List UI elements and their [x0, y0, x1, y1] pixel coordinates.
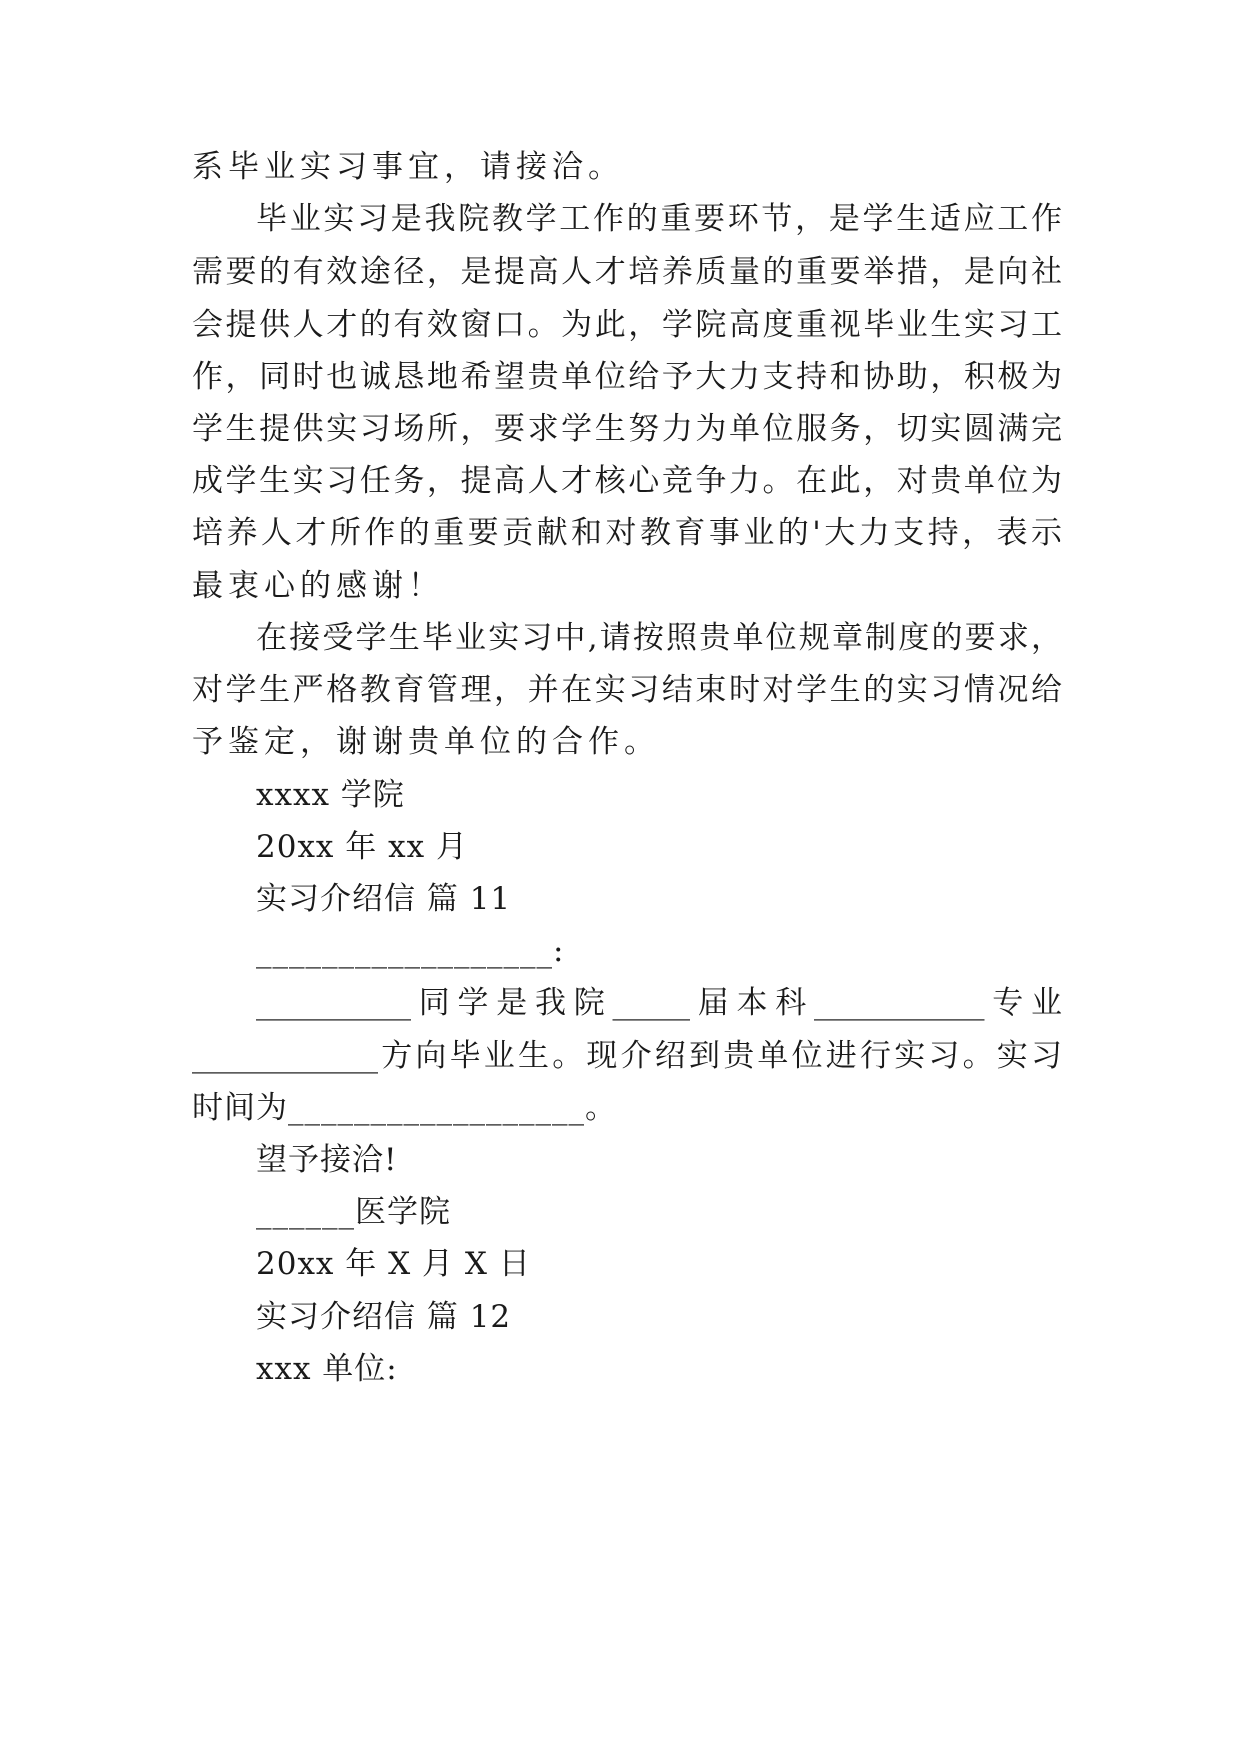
signature-college: ______医学院: [256, 1194, 451, 1230]
addressee-blank: __________________:: [256, 933, 565, 969]
body-text-line: 最衷心的感谢！: [192, 568, 444, 604]
body-text-line: ____________方向毕业生。现介绍到贵单位进行实习。实习: [192, 1038, 1062, 1074]
signature-date: 20xx 年 xx 月: [256, 829, 468, 865]
section-heading: 实习介绍信 篇 11: [256, 881, 512, 917]
signature-date: 20xx 年 X 月 X 日: [256, 1246, 531, 1282]
section-heading: 实习介绍信 篇 12: [256, 1299, 512, 1335]
body-text-line: 会提供人才的有效窗口。为此，学院高度重视毕业生实习工: [192, 307, 1062, 343]
signature-college: xxxx 学院: [256, 777, 405, 813]
paragraph-first-line: __________同学是我院_____届本科___________专业: [256, 985, 1062, 1021]
body-text-line: 培养人才所作的重要贡献和对教育事业的'大力支持，表示: [192, 515, 1062, 551]
body-text-line: 学生提供实习场所，要求学生努力为单位服务，切实圆满完: [192, 411, 1062, 447]
body-text-line: 系毕业实习事宜，请接洽。: [192, 149, 624, 185]
closing-phrase: 望予接洽!: [256, 1142, 398, 1178]
body-text-line: 成学生实习任务，提高人才核心竞争力。在此，对贵单位为: [192, 463, 1062, 499]
body-text-line: 作，同时也诚恳地希望贵单位给予大力支持和协助，积极为: [192, 359, 1062, 395]
body-text-line: 予鉴定，谢谢贵单位的合作。: [192, 724, 660, 760]
paragraph-first-line: 毕业实习是我院教学工作的重要环节，是学生适应工作: [256, 201, 1062, 237]
addressee-line: xxx 单位:: [256, 1351, 398, 1387]
body-text-line: 对学生严格教育管理，并在实习结束时对学生的实习情况给: [192, 672, 1062, 708]
body-text-line: 时间为__________________。: [192, 1090, 617, 1126]
body-text-line: 需要的有效途径，是提高人才培养质量的重要举措，是向社: [192, 254, 1062, 290]
paragraph-first-line: 在接受学生毕业实习中,请按照贵单位规章制度的要求，: [256, 620, 1062, 656]
